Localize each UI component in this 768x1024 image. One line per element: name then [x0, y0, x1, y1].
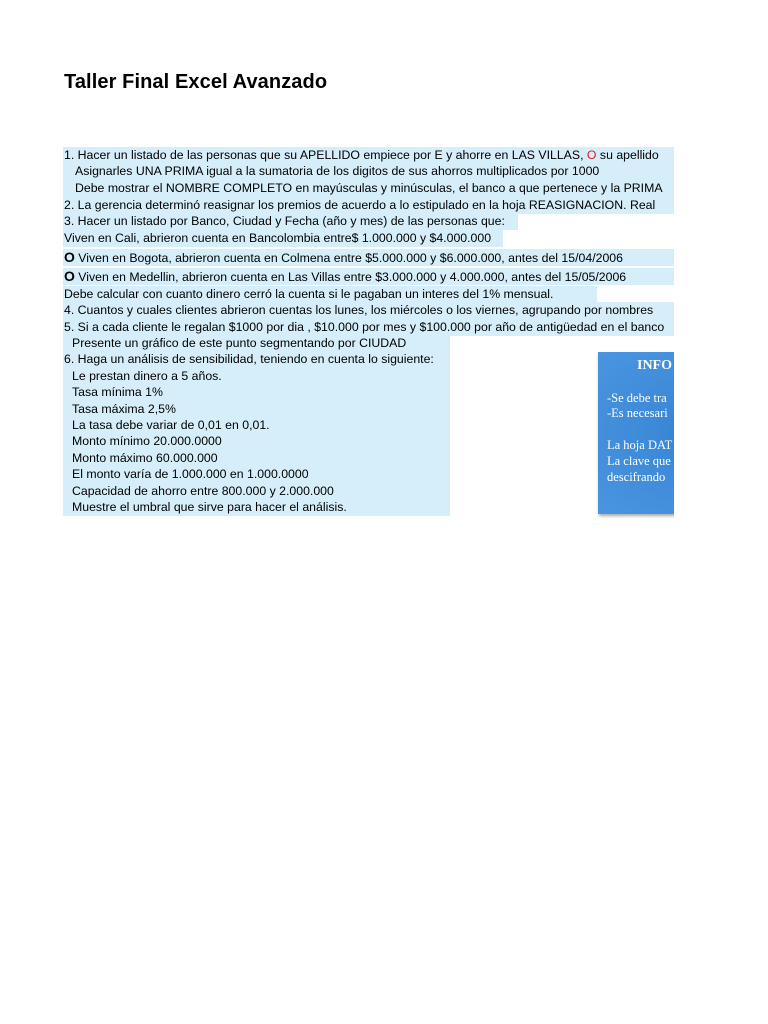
item-5-chart-line	[63, 335, 450, 352]
item-6-amount-step-text: El monto varía de 1.000.000 en 1.000.0000	[72, 467, 309, 481]
item-6-min-rate-line	[63, 384, 450, 401]
info-box-line-1: -Se debe tra	[607, 391, 667, 405]
item-6-max-amount-text: Monto máximo 60.000.000	[72, 451, 218, 465]
item-1-show-text: Debe mostrar el NOMBRE COMPLETO en mayúsculas y minúsculas, el banco a que pertenece y la PRIMA	[75, 181, 663, 195]
item-6-text: 6. Haga un análisis de sensibilidad, teniendo en cuenta lo siguiente:	[64, 352, 434, 366]
info-box-line-2: -Es necesari	[607, 406, 668, 420]
item-6-threshold-line	[63, 499, 450, 516]
item-3-line	[63, 213, 518, 230]
item-3-bogota-or: O	[64, 249, 75, 265]
item-5-line	[63, 319, 674, 336]
item-1-text-cont: su apellido	[596, 148, 659, 162]
item-1-or: O	[586, 148, 597, 162]
item-6-max-rate-text: Tasa máxima 2,5%	[72, 402, 176, 416]
item-1-line	[63, 147, 675, 164]
info-box-line-3: La hoja DAT	[607, 438, 673, 452]
page-right-margin	[674, 0, 768, 1024]
item-2-text: 2. La gerencia determinó reasignar los premios de acuerdo a lo estipulado en la hoja REASIGNACION. Real	[64, 198, 656, 212]
item-6-rate-step-text: La tasa debe variar de 0,01 en 0,01.	[72, 418, 270, 432]
item-3-bogota-text: Viven en Bogota, abrieron cuenta en Colmena entre $5.000.000 y $6.000.000, antes del 15/04/2006	[74, 251, 623, 265]
item-6-threshold-text: Muestre el umbral que sirve para hacer el análisis.	[72, 500, 347, 514]
item-1-show-line	[63, 180, 674, 197]
item-3-cali-line	[63, 230, 503, 247]
item-3-cali-text: Viven en Cali, abrieron cuenta en Bancolombia entre$ 1.000.000 y $4.000.000	[64, 231, 492, 245]
item-6-max-amount-line	[63, 450, 450, 467]
item-3-medellin-or: O	[64, 268, 75, 284]
item-6-loan-text: Le prestan dinero a 5 años.	[72, 369, 222, 383]
item-1-prima-line	[63, 163, 674, 180]
info-box-line-4: La clave que	[607, 454, 671, 468]
item-6-min-amount-text: Monto mínimo 20.000.0000	[72, 434, 222, 448]
item-6-rate-step-line	[63, 417, 450, 434]
info-box-line-5: descifrando	[607, 470, 666, 484]
item-3-bogota-line	[63, 249, 674, 266]
page-title: Taller Final Excel Avanzado	[64, 71, 328, 93]
item-2-line	[63, 197, 674, 214]
item-3-medellin-text: Viven en Medellin, abrieron cuenta en Las Villas entre $3.000.000 y 4.000.000, antes del 15/05/2006	[74, 270, 627, 284]
item-6-savings-text: Capacidad de ahorro entre 800.000 y 2.000.000	[72, 484, 334, 498]
item-4-text: 4. Cuantos y cuales clientes abrieron cuentas los lunes, los miércoles o los viernes, agrupando por nombres	[64, 303, 654, 317]
item-3-text: 3. Hacer un listado por Banco, Ciudad y Fecha (año y mes) de las personas que:	[64, 214, 505, 228]
item-3-interest-text: Debe calcular con cuanto dinero cerró la cuenta si le pagaban un interes del 1% mensual.	[64, 287, 554, 301]
item-3-medellin-line	[63, 268, 674, 285]
item-4-line	[63, 302, 674, 319]
item-6-loan-line	[63, 368, 450, 385]
item-6-min-rate-text: Tasa mínima 1%	[72, 385, 163, 399]
item-1-prima-text: Asignarles UNA PRIMA igual a la sumatoria de los digitos de sus ahorros multiplicados por 1000	[75, 164, 600, 178]
item-6-savings-line	[63, 483, 450, 500]
item-6-max-rate-line	[63, 401, 450, 418]
item-6-amount-step-line	[63, 466, 450, 483]
item-1-text: 1. Hacer un listado de las personas que su APELLIDO empiece por E y ahorre en LAS VILLAS,	[64, 148, 587, 162]
info-box-title: INFO	[637, 358, 672, 373]
item-6-line	[63, 351, 450, 368]
item-6-min-amount-line	[63, 433, 450, 450]
item-3-interest-line	[63, 286, 597, 303]
item-5-chart-text: Presente un gráfico de este punto segmentando por CIUDAD	[72, 336, 407, 350]
item-5-text: 5. Si a cada cliente le regalan $1000 por dia , $10.000 por mes y $100.000 por año de antigüedad en el banco	[64, 320, 665, 334]
